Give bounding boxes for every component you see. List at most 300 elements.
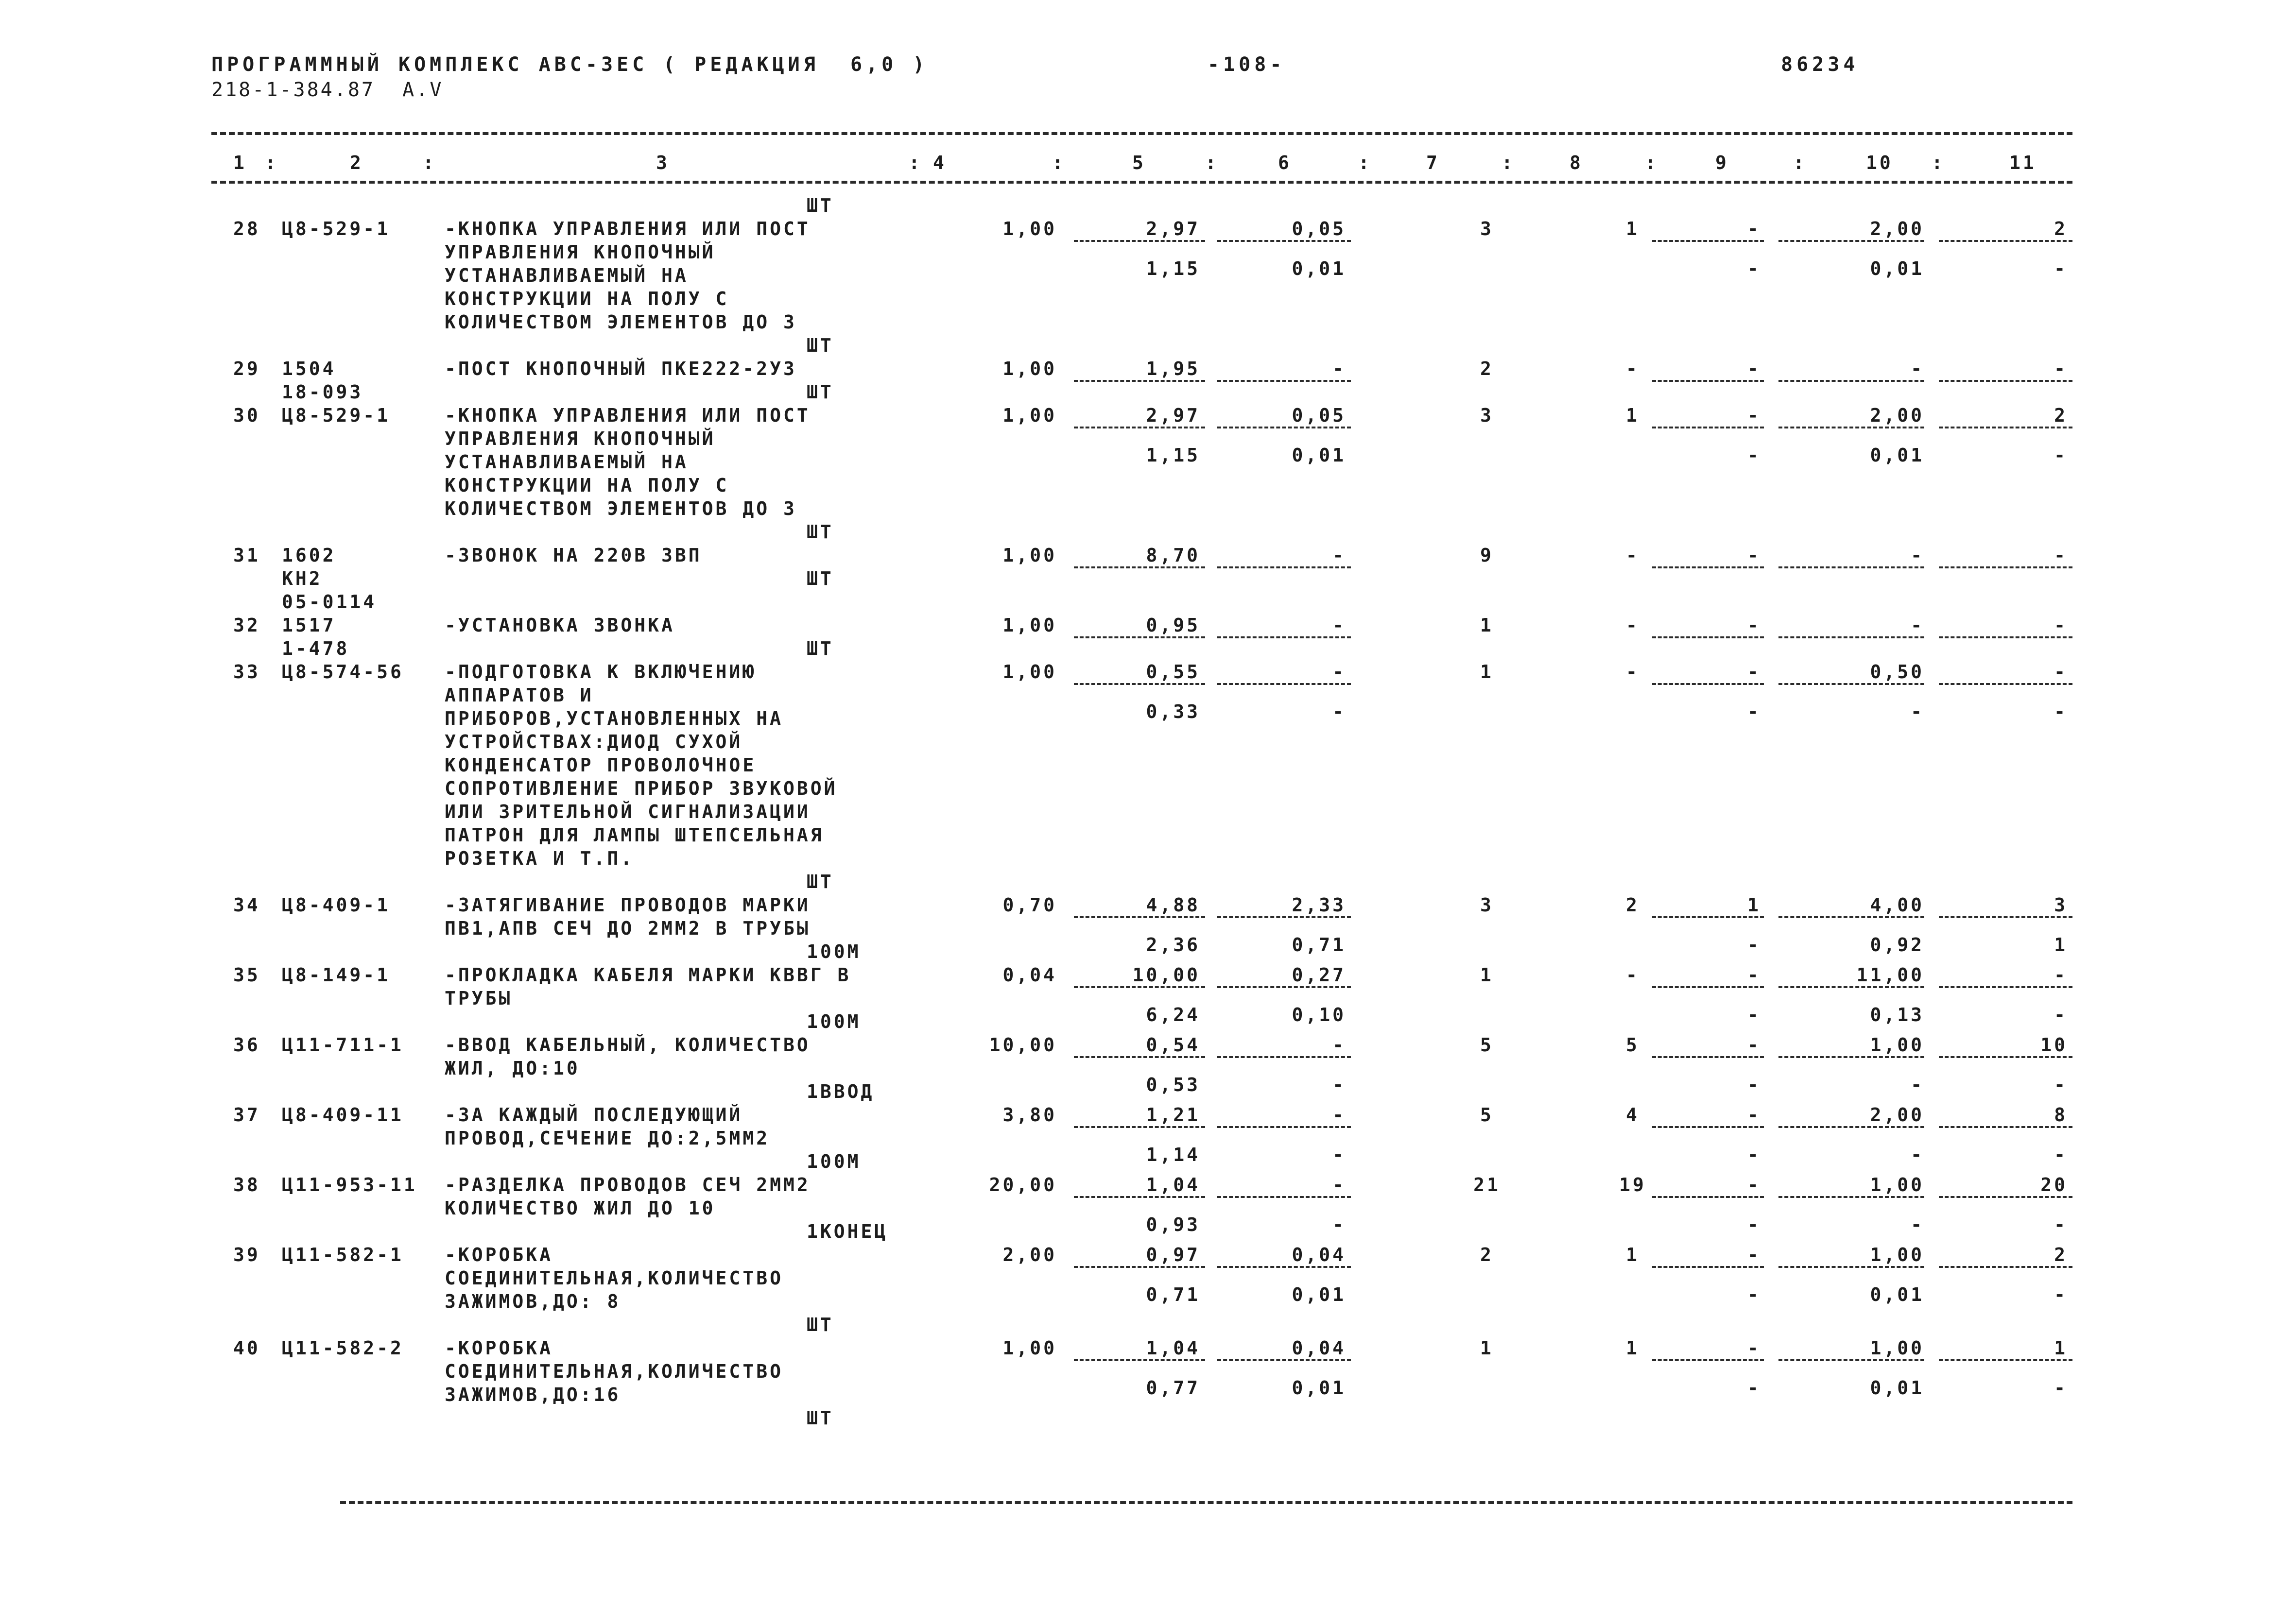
quantity-value: 1,00 bbox=[1002, 405, 1057, 426]
col8-value: 2 bbox=[1626, 894, 1640, 916]
cell-divider-c5 bbox=[1074, 1126, 1205, 1128]
cell-divider-c10 bbox=[1778, 986, 1924, 988]
col10-value: 4,00 bbox=[1870, 894, 1924, 916]
work-description: КОНСТРУКЦИИ НА ПОЛУ С bbox=[445, 475, 729, 496]
cell-divider-c11 bbox=[1939, 1266, 2072, 1268]
price-code: 1517 bbox=[282, 615, 336, 636]
col10-value: 2,00 bbox=[1870, 1104, 1924, 1126]
col9-sub-value: - bbox=[1747, 258, 1761, 279]
work-description: КОНДЕНСАТОР ПРОВОЛОЧНОЕ bbox=[445, 754, 757, 776]
cell-divider-c10 bbox=[1778, 1126, 1924, 1128]
col5-value: 0,55 bbox=[1146, 661, 1200, 683]
cell-divider-c9 bbox=[1652, 427, 1764, 428]
edition-label: ( РЕДАКЦИЯ 6,0 ) bbox=[663, 53, 929, 76]
price-code: 05-0114 bbox=[282, 591, 377, 613]
price-code: Ц8-409-11 bbox=[282, 1104, 404, 1126]
row-number: 37 bbox=[233, 1104, 260, 1126]
col5-value: 1,04 bbox=[1146, 1337, 1200, 1359]
work-description: СОПРОТИВЛЕНИЕ ПРИБОР ЗВУКОВОЙ bbox=[445, 778, 838, 799]
col10-value: 1,00 bbox=[1870, 1174, 1924, 1196]
col10-sub-value: 0,01 bbox=[1870, 258, 1924, 279]
cell-divider-c6 bbox=[1217, 636, 1351, 638]
col5-value: 1,95 bbox=[1146, 358, 1200, 379]
cell-divider-c11 bbox=[1939, 566, 2072, 568]
col5-sub-value: 0,53 bbox=[1146, 1074, 1200, 1095]
col10-sub-value: - bbox=[1911, 1214, 1924, 1235]
quantity-value: 2,00 bbox=[1002, 1244, 1057, 1265]
col7-value: 2 bbox=[1480, 1244, 1494, 1265]
col5-value: 0,54 bbox=[1146, 1034, 1200, 1056]
unit-label: ШТ bbox=[807, 1314, 834, 1335]
quantity-value: 1,00 bbox=[1002, 358, 1057, 379]
col6-sub-value: 0,71 bbox=[1292, 934, 1346, 956]
cell-divider-c5 bbox=[1074, 1266, 1205, 1268]
col11-value: 10 bbox=[2040, 1034, 2068, 1056]
work-description: -РАЗДЕЛКА ПРОВОДОВ СЕЧ 2ММ2 bbox=[445, 1174, 811, 1196]
cell-divider-c6 bbox=[1217, 1359, 1351, 1361]
col6-value: - bbox=[1332, 358, 1346, 379]
cell-divider-c6 bbox=[1217, 1196, 1351, 1198]
col6-sub-value: 0,01 bbox=[1292, 1377, 1346, 1399]
col9-value: - bbox=[1747, 615, 1761, 636]
column-header-1: 1 bbox=[233, 152, 247, 173]
column-separator: : bbox=[423, 152, 436, 173]
col8-value: - bbox=[1626, 358, 1640, 379]
cell-divider-c5 bbox=[1074, 427, 1205, 428]
col8-value: 1 bbox=[1626, 1244, 1640, 1265]
col5-value: 2,97 bbox=[1146, 405, 1200, 426]
col5-sub-value: 0,71 bbox=[1146, 1284, 1200, 1305]
cell-divider-c5 bbox=[1074, 636, 1205, 638]
cell-divider-c9 bbox=[1652, 380, 1764, 382]
col10-sub-value: 0,01 bbox=[1870, 1284, 1924, 1305]
col8-value: - bbox=[1626, 615, 1640, 636]
cell-divider-c10 bbox=[1778, 683, 1924, 685]
unit-label: ШТ bbox=[807, 1407, 834, 1429]
price-code: Ц8-149-1 bbox=[282, 964, 391, 986]
col5-sub-value: 6,24 bbox=[1146, 1004, 1200, 1026]
price-code: 1602 bbox=[282, 545, 336, 566]
col10-value: - bbox=[1911, 545, 1924, 566]
col7-value: 3 bbox=[1480, 894, 1494, 916]
col5-sub-value: 1,14 bbox=[1146, 1144, 1200, 1165]
col11-sub-value: - bbox=[2054, 1377, 2068, 1399]
quantity-value: 1,00 bbox=[1002, 661, 1057, 683]
work-description: -КНОПКА УПРАВЛЕНИЯ ИЛИ ПОСТ bbox=[445, 405, 811, 426]
col6-sub-value: 0,10 bbox=[1292, 1004, 1346, 1026]
cell-divider-c5 bbox=[1074, 1056, 1205, 1058]
price-code: Ц8-574-56 bbox=[282, 661, 404, 683]
cell-divider-c5 bbox=[1074, 916, 1205, 918]
cell-divider-c9 bbox=[1652, 683, 1764, 685]
cell-divider-c5 bbox=[1074, 986, 1205, 988]
cell-divider-c11 bbox=[1939, 683, 2072, 685]
unit-label: 100М bbox=[807, 941, 861, 962]
col8-value: 1 bbox=[1626, 1337, 1640, 1359]
cell-divider-c6 bbox=[1217, 1126, 1351, 1128]
col11-value: 20 bbox=[2040, 1174, 2068, 1196]
unit-label: ШТ bbox=[807, 521, 834, 543]
work-description: -КНОПКА УПРАВЛЕНИЯ ИЛИ ПОСТ bbox=[445, 218, 811, 239]
cell-divider-c9 bbox=[1652, 636, 1764, 638]
column-header-7: 7 bbox=[1426, 152, 1440, 173]
col11-sub-value: - bbox=[2054, 1144, 2068, 1165]
col9-sub-value: - bbox=[1747, 444, 1761, 466]
col8-value: - bbox=[1626, 964, 1640, 986]
col8-value: 1 bbox=[1626, 405, 1640, 426]
col11-value: 2 bbox=[2054, 1244, 2068, 1265]
col10-sub-value: 0,01 bbox=[1870, 444, 1924, 466]
cell-divider-c5 bbox=[1074, 1359, 1205, 1361]
col9-value: - bbox=[1747, 1104, 1761, 1126]
unit-label: ШТ bbox=[807, 381, 834, 403]
cell-divider-c10 bbox=[1778, 1359, 1924, 1361]
col10-sub-value: - bbox=[1911, 1144, 1924, 1165]
work-description: -ПРОКЛАДКА КАБЕЛЯ МАРКИ КВВГ В bbox=[445, 964, 851, 986]
col8-value: 5 bbox=[1626, 1034, 1640, 1056]
col7-value: 3 bbox=[1480, 405, 1494, 426]
column-separator: : bbox=[265, 152, 278, 173]
column-header-10: 10 bbox=[1866, 152, 1893, 173]
col9-value: - bbox=[1747, 661, 1761, 683]
price-code: Ц8-409-1 bbox=[282, 894, 391, 916]
work-description: ИЛИ ЗРИТЕЛЬНОЙ СИГНАЛИЗАЦИИ bbox=[445, 801, 811, 822]
col9-sub-value: - bbox=[1747, 1074, 1761, 1095]
col8-value: 19 bbox=[1619, 1174, 1646, 1196]
unit-label: ШТ bbox=[807, 638, 834, 659]
col7-value: 5 bbox=[1480, 1104, 1494, 1126]
col11-value: - bbox=[2054, 964, 2068, 986]
col6-sub-value: - bbox=[1332, 1214, 1346, 1235]
work-description: -ЗВОНОК НА 220В ЗВП bbox=[445, 545, 702, 566]
cell-divider-c10 bbox=[1778, 916, 1924, 918]
cell-divider-c5 bbox=[1074, 566, 1205, 568]
col7-value: 1 bbox=[1480, 661, 1494, 683]
col11-sub-value: - bbox=[2054, 1074, 2068, 1095]
col6-value: 0,05 bbox=[1292, 218, 1346, 239]
col6-value: 0,05 bbox=[1292, 405, 1346, 426]
col6-sub-value: - bbox=[1332, 1144, 1346, 1165]
col6-value: - bbox=[1332, 1174, 1346, 1196]
col10-value: 11,00 bbox=[1856, 964, 1924, 986]
work-description: -КОРОБКА bbox=[445, 1337, 553, 1359]
row-number: 38 bbox=[233, 1174, 260, 1196]
quantity-value: 3,80 bbox=[1002, 1104, 1057, 1126]
cell-divider-c11 bbox=[1939, 916, 2072, 918]
unit-label: 1КОНЕЦ bbox=[807, 1221, 888, 1242]
cell-divider-c10 bbox=[1778, 1056, 1924, 1058]
col10-sub-value: 0,92 bbox=[1870, 934, 1924, 956]
work-description: РОЗЕТКА И Т.П. bbox=[445, 848, 635, 869]
cell-divider-c11 bbox=[1939, 1126, 2072, 1128]
cell-divider-c6 bbox=[1217, 380, 1351, 382]
col10-value: - bbox=[1911, 358, 1924, 379]
price-code: 1504 bbox=[282, 358, 336, 379]
cell-divider-c10 bbox=[1778, 566, 1924, 568]
col5-sub-value: 0,33 bbox=[1146, 701, 1200, 722]
col11-value: 1 bbox=[2054, 1337, 2068, 1359]
col6-value: - bbox=[1332, 615, 1346, 636]
col9-value: - bbox=[1747, 964, 1761, 986]
column-separator: : bbox=[1052, 152, 1066, 173]
col7-value: 21 bbox=[1473, 1174, 1501, 1196]
col10-sub-value: 0,13 bbox=[1870, 1004, 1924, 1026]
price-code: Ц8-529-1 bbox=[282, 405, 391, 426]
column-header-3: 3 bbox=[656, 152, 670, 173]
col9-value: - bbox=[1747, 1174, 1761, 1196]
work-description: -ЗА КАЖДЫЙ ПОСЛЕДУЮЩИЙ bbox=[445, 1104, 743, 1126]
cell-divider-c9 bbox=[1652, 986, 1764, 988]
col9-sub-value: - bbox=[1747, 1284, 1761, 1305]
col5-value: 4,88 bbox=[1146, 894, 1200, 916]
col5-value: 2,97 bbox=[1146, 218, 1200, 239]
cell-divider-c9 bbox=[1652, 566, 1764, 568]
column-header-11: 11 bbox=[2009, 152, 2037, 173]
col11-sub-value: - bbox=[2054, 258, 2068, 279]
col9-sub-value: - bbox=[1747, 1377, 1761, 1399]
cell-divider-c5 bbox=[1074, 380, 1205, 382]
col10-sub-value: 0,01 bbox=[1870, 1377, 1924, 1399]
program-title: ПРОГРАММНЫЙ КОМПЛЕКС АВС-ЗЕС bbox=[211, 53, 648, 76]
unit-label: 1ВВОД bbox=[807, 1081, 875, 1102]
column-header-4: 4 bbox=[933, 152, 947, 173]
work-description: -ЗАТЯГИВАНИЕ ПРОВОДОВ МАРКИ bbox=[445, 894, 811, 916]
col6-sub-value: 0,01 bbox=[1292, 258, 1346, 279]
work-description: -ПОСТ КНОПОЧНЫЙ ПКЕ222-2УЗ bbox=[445, 358, 797, 379]
col10-value: 1,00 bbox=[1870, 1337, 1924, 1359]
quantity-value: 0,04 bbox=[1002, 964, 1057, 986]
col11-sub-value: - bbox=[2054, 1214, 2068, 1235]
work-description: ПРИБОРОВ,УСТАНОВЛЕННЫХ НА bbox=[445, 708, 783, 729]
column-separator: : bbox=[909, 152, 922, 173]
cell-divider-c5 bbox=[1074, 1196, 1205, 1198]
cell-divider-c10 bbox=[1778, 1196, 1924, 1198]
work-description: ТРУБЫ bbox=[445, 988, 513, 1009]
work-description: УСТРОЙСТВАХ:ДИОД СУХОЙ bbox=[445, 731, 743, 752]
price-code: Ц11-582-2 bbox=[282, 1337, 404, 1359]
col9-value: - bbox=[1747, 405, 1761, 426]
col9-value: - bbox=[1747, 1244, 1761, 1265]
cell-divider-c9 bbox=[1652, 240, 1764, 242]
quantity-value: 20,00 bbox=[989, 1174, 1057, 1196]
col10-sub-value: - bbox=[1911, 701, 1924, 722]
cell-divider-c6 bbox=[1217, 916, 1351, 918]
work-description: УСТАНАВЛИВАЕМЫЙ НА bbox=[445, 451, 689, 473]
quantity-value: 1,00 bbox=[1002, 545, 1057, 566]
row-number: 31 bbox=[233, 545, 260, 566]
price-code: КН2 bbox=[282, 568, 323, 589]
cell-divider-c10 bbox=[1778, 240, 1924, 242]
cell-divider-c9 bbox=[1652, 1359, 1764, 1361]
col7-value: 9 bbox=[1480, 545, 1494, 566]
row-number: 35 bbox=[233, 964, 260, 986]
col5-sub-value: 0,77 bbox=[1146, 1377, 1200, 1399]
col6-value: - bbox=[1332, 1104, 1346, 1126]
col11-sub-value: 1 bbox=[2054, 934, 2068, 956]
work-description: КОЛИЧЕСТВО ЖИЛ ДО 10 bbox=[445, 1197, 716, 1219]
work-description: -УСТАНОВКА ЗВОНКА bbox=[445, 615, 675, 636]
col5-value: 10,00 bbox=[1132, 964, 1200, 986]
col11-sub-value: - bbox=[2054, 701, 2068, 722]
col11-sub-value: - bbox=[2054, 444, 2068, 466]
col8-value: 1 bbox=[1626, 218, 1640, 239]
work-description: КОЛИЧЕСТВОМ ЭЛЕМЕНТОВ ДО 3 bbox=[445, 311, 797, 333]
col10-value: 2,00 bbox=[1870, 405, 1924, 426]
column-separator: : bbox=[1502, 152, 1515, 173]
col9-sub-value: - bbox=[1747, 701, 1761, 722]
col7-value: 3 bbox=[1480, 218, 1494, 239]
col7-value: 2 bbox=[1480, 358, 1494, 379]
column-separator: : bbox=[1793, 152, 1807, 173]
cell-divider-c9 bbox=[1652, 1196, 1764, 1198]
col5-sub-value: 2,36 bbox=[1146, 934, 1200, 956]
col8-value: - bbox=[1626, 661, 1640, 683]
col9-value: - bbox=[1747, 1337, 1761, 1359]
cell-divider-c9 bbox=[1652, 916, 1764, 918]
price-code: Ц8-529-1 bbox=[282, 218, 391, 239]
cell-divider-c9 bbox=[1652, 1126, 1764, 1128]
price-code: Ц11-582-1 bbox=[282, 1244, 404, 1265]
col11-value: 2 bbox=[2054, 218, 2068, 239]
column-header-8: 8 bbox=[1570, 152, 1583, 173]
work-description: ЗАЖИМОВ,ДО: 8 bbox=[445, 1291, 621, 1312]
col6-value: - bbox=[1332, 1034, 1346, 1056]
col10-value: 0,50 bbox=[1870, 661, 1924, 683]
cell-divider-c11 bbox=[1939, 636, 2072, 638]
column-header-6: 6 bbox=[1278, 152, 1292, 173]
col11-value: - bbox=[2054, 545, 2068, 566]
col11-value: 3 bbox=[2054, 894, 2068, 916]
price-code: 18-093 bbox=[282, 381, 363, 403]
col6-value: 0,04 bbox=[1292, 1337, 1346, 1359]
work-description: ЖИЛ, ДО:10 bbox=[445, 1058, 580, 1079]
cell-divider-c9 bbox=[1652, 1056, 1764, 1058]
col6-sub-value: 0,01 bbox=[1292, 1284, 1346, 1305]
work-description: ПАТРОН ДЛЯ ЛАМПЫ ШТЕПСЕЛЬНАЯ bbox=[445, 824, 824, 846]
col9-sub-value: - bbox=[1747, 1214, 1761, 1235]
work-description: ЗАЖИМОВ,ДО:16 bbox=[445, 1384, 621, 1405]
unit-label: ШТ bbox=[807, 568, 834, 589]
col9-sub-value: - bbox=[1747, 1004, 1761, 1026]
cell-divider-c11 bbox=[1939, 427, 2072, 428]
col9-value: - bbox=[1747, 545, 1761, 566]
header-bottom-rule bbox=[211, 181, 2072, 184]
cell-divider-c10 bbox=[1778, 1266, 1924, 1268]
top-rule bbox=[211, 132, 2072, 135]
col9-sub-value: - bbox=[1747, 934, 1761, 956]
column-separator: : bbox=[1645, 152, 1658, 173]
col5-sub-value: 1,15 bbox=[1146, 444, 1200, 466]
cell-divider-c10 bbox=[1778, 427, 1924, 428]
col5-value: 0,95 bbox=[1146, 615, 1200, 636]
col11-value: - bbox=[2054, 661, 2068, 683]
col11-sub-value: - bbox=[2054, 1284, 2068, 1305]
col5-value: 8,70 bbox=[1146, 545, 1200, 566]
quantity-value: 0,70 bbox=[1002, 894, 1057, 916]
quantity-value: 1,00 bbox=[1002, 1337, 1057, 1359]
row-number: 36 bbox=[233, 1034, 260, 1056]
work-description: -ВВОД КАБЕЛЬНЫЙ, КОЛИЧЕСТВО bbox=[445, 1034, 811, 1056]
col5-value: 0,97 bbox=[1146, 1244, 1200, 1265]
work-description: ПВ1,АПВ СЕЧ ДО 2ММ2 В ТРУБЫ bbox=[445, 918, 811, 939]
unit-label: ШТ bbox=[807, 195, 834, 216]
column-header-2: 2 bbox=[350, 152, 363, 173]
row-number: 29 bbox=[233, 358, 260, 379]
work-description: СОЕДИНИТЕЛЬНАЯ,КОЛИЧЕСТВО bbox=[445, 1267, 783, 1289]
column-separator: : bbox=[1932, 152, 1945, 173]
col5-sub-value: 0,93 bbox=[1146, 1214, 1200, 1235]
col8-value: - bbox=[1626, 545, 1640, 566]
work-description: КОЛИЧЕСТВОМ ЭЛЕМЕНТОВ ДО 3 bbox=[445, 498, 797, 519]
cell-divider-c10 bbox=[1778, 636, 1924, 638]
col5-value: 1,21 bbox=[1146, 1104, 1200, 1126]
work-description: СОЕДИНИТЕЛЬНАЯ,КОЛИЧЕСТВО bbox=[445, 1361, 783, 1382]
col7-value: 1 bbox=[1480, 964, 1494, 986]
col9-value: - bbox=[1747, 1034, 1761, 1056]
row-number: 30 bbox=[233, 405, 260, 426]
quantity-value: 1,00 bbox=[1002, 615, 1057, 636]
price-code: 1-478 bbox=[282, 638, 350, 659]
work-description: УСТАНАВЛИВАЕМЫЙ НА bbox=[445, 265, 689, 286]
col10-value: 1,00 bbox=[1870, 1244, 1924, 1265]
document-code: 218-1-384.87 A.V bbox=[211, 79, 444, 101]
col9-sub-value: - bbox=[1747, 1144, 1761, 1165]
col6-sub-value: - bbox=[1332, 701, 1346, 722]
col9-value: - bbox=[1747, 218, 1761, 239]
col11-value: - bbox=[2054, 358, 2068, 379]
col6-sub-value: 0,01 bbox=[1292, 444, 1346, 466]
col7-value: 5 bbox=[1480, 1034, 1494, 1056]
col11-value: 2 bbox=[2054, 405, 2068, 426]
col6-value: 2,33 bbox=[1292, 894, 1346, 916]
cell-divider-c11 bbox=[1939, 240, 2072, 242]
col11-value: - bbox=[2054, 615, 2068, 636]
cell-divider-c5 bbox=[1074, 240, 1205, 242]
column-separator: : bbox=[1205, 152, 1219, 173]
work-description: УПРАВЛЕНИЯ КНОПОЧНЫЙ bbox=[445, 241, 716, 263]
unit-label: 100М bbox=[807, 1151, 861, 1172]
col9-value: - bbox=[1747, 358, 1761, 379]
col11-sub-value: - bbox=[2054, 1004, 2068, 1026]
cell-divider-c6 bbox=[1217, 683, 1351, 685]
cell-divider-c11 bbox=[1939, 1196, 2072, 1198]
col5-sub-value: 1,15 bbox=[1146, 258, 1200, 279]
cell-divider-c11 bbox=[1939, 1056, 2072, 1058]
col6-value: - bbox=[1332, 661, 1346, 683]
page-number: -108- bbox=[1208, 53, 1286, 76]
col7-value: 1 bbox=[1480, 615, 1494, 636]
work-description: УПРАВЛЕНИЯ КНОПОЧНЫЙ bbox=[445, 428, 716, 449]
unit-label: ШТ bbox=[807, 335, 834, 356]
quantity-value: 10,00 bbox=[989, 1034, 1057, 1056]
col10-value: - bbox=[1911, 615, 1924, 636]
cell-divider-c9 bbox=[1652, 1266, 1764, 1268]
col6-value: 0,04 bbox=[1292, 1244, 1346, 1265]
col10-value: 1,00 bbox=[1870, 1034, 1924, 1056]
cell-divider-c5 bbox=[1074, 683, 1205, 685]
cell-divider-c6 bbox=[1217, 427, 1351, 428]
col6-value: - bbox=[1332, 545, 1346, 566]
row-number: 34 bbox=[233, 894, 260, 916]
work-description: ПРОВОД,СЕЧЕНИЕ ДО:2,5ММ2 bbox=[445, 1128, 770, 1149]
column-header-9: 9 bbox=[1715, 152, 1729, 173]
work-description: КОНСТРУКЦИИ НА ПОЛУ С bbox=[445, 288, 729, 309]
col11-value: 8 bbox=[2054, 1104, 2068, 1126]
col6-sub-value: - bbox=[1332, 1074, 1346, 1095]
price-code: Ц11-711-1 bbox=[282, 1034, 404, 1056]
row-number: 33 bbox=[233, 661, 260, 683]
cell-divider-c11 bbox=[1939, 1359, 2072, 1361]
